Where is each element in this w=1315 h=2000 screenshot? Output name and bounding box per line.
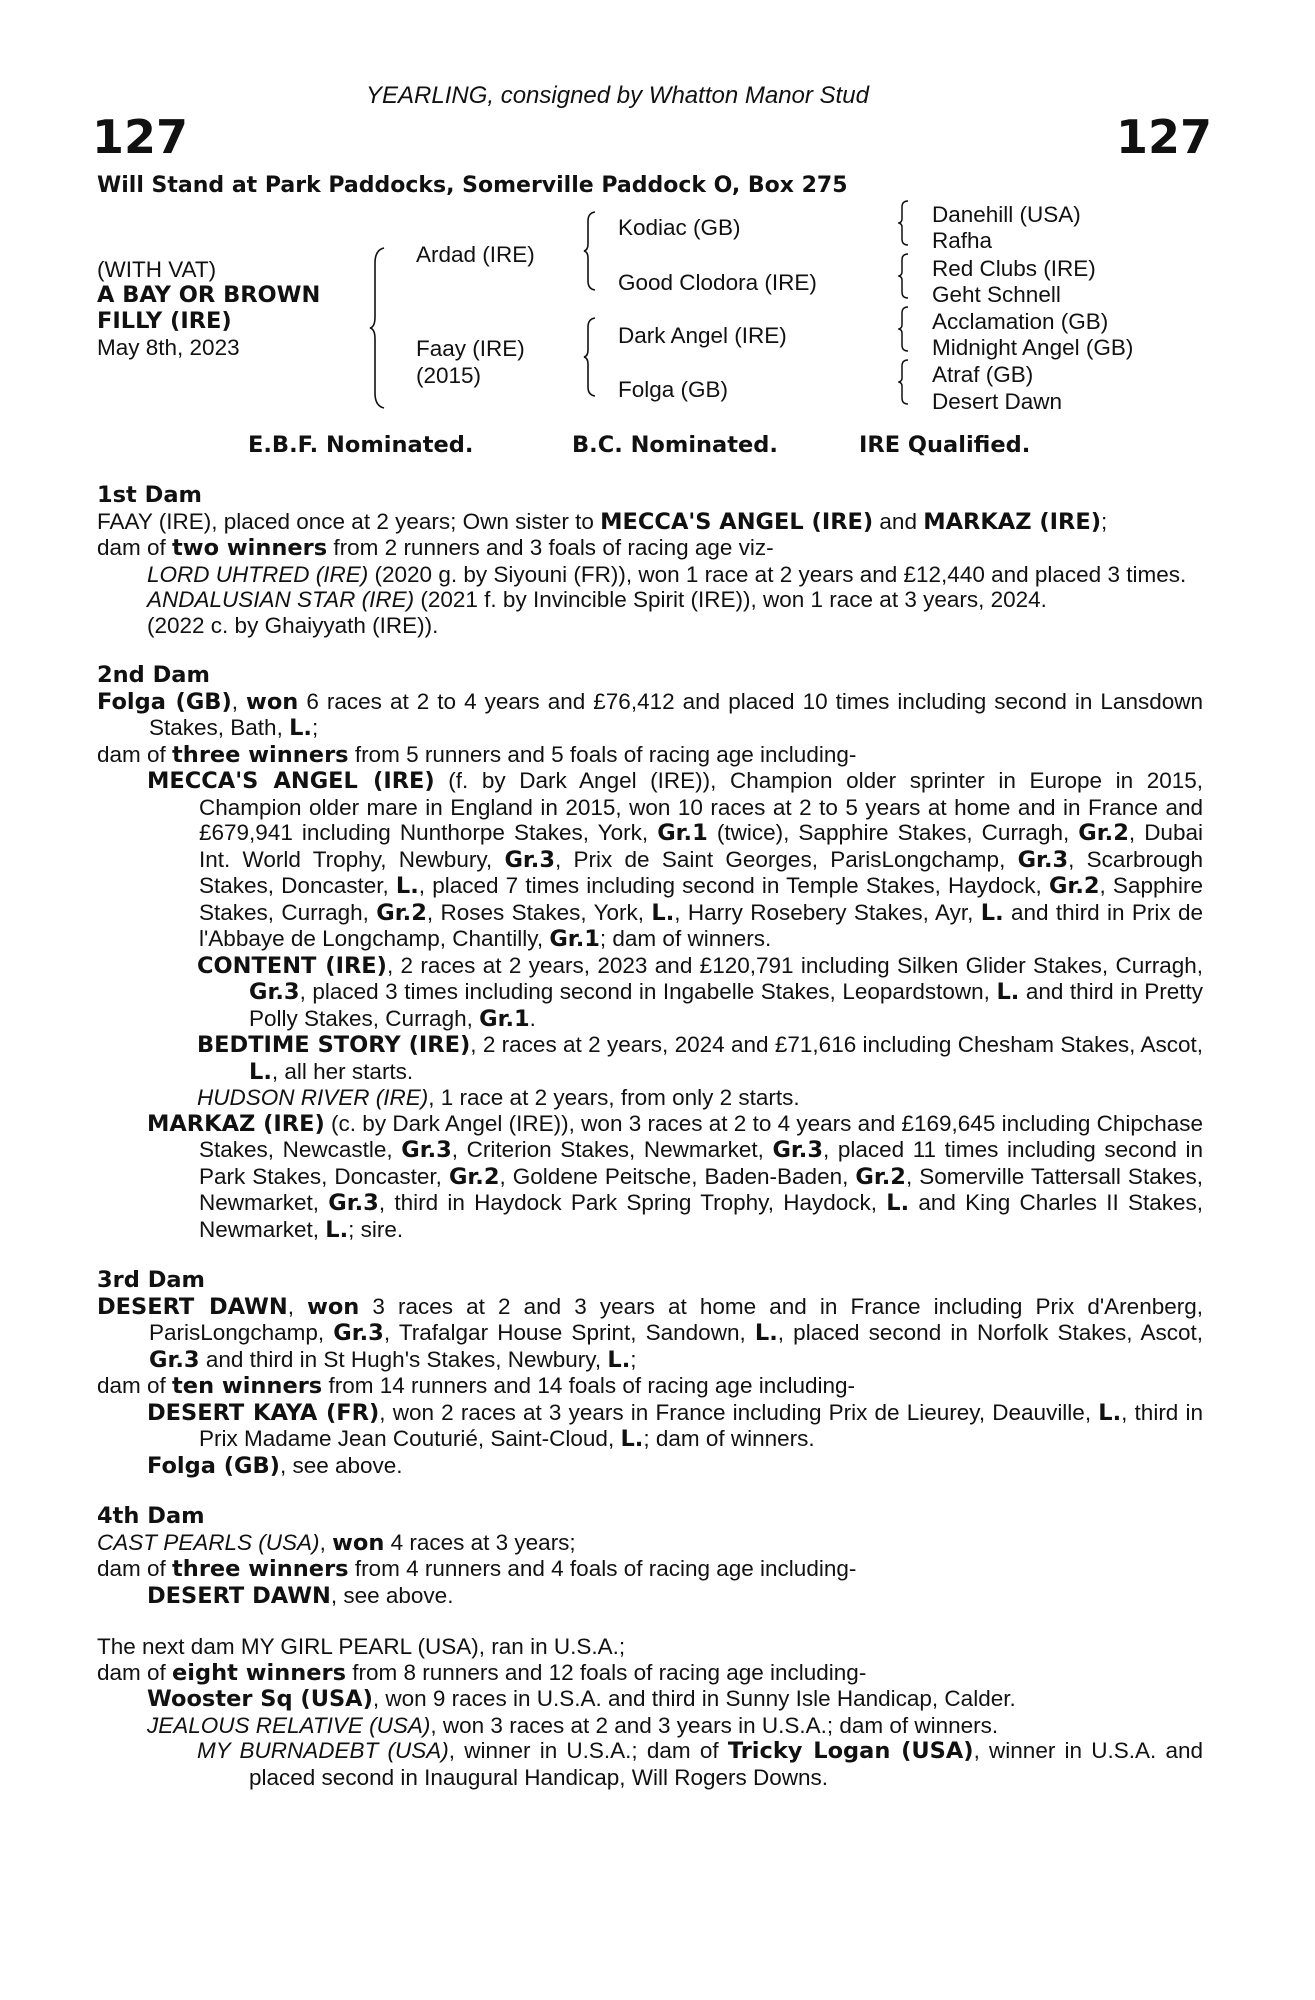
pedigree-ds-dam: Midnight Angel (GB): [932, 335, 1134, 360]
first-dam-sibling-2: MARKAZ (IRE): [923, 508, 1101, 535]
record-text: , won 3 races at 2 and 3 years in U.S.A.; dam of winners.: [430, 1712, 999, 1738]
fourth-dam-winners: three winners: [172, 1556, 349, 1582]
first-dam-sibling-1: MECCA'S ANGEL (IRE): [600, 508, 874, 535]
pedigree-dd-sire: Atraf (GB): [932, 362, 1034, 387]
record-text: , won 9 races in U.S.A. and third in Sunny Isle Handicap, Calder.: [372, 1686, 1016, 1711]
grade: Gr.3: [772, 1137, 823, 1163]
produce-name: Tricky Logan (USA): [727, 1738, 974, 1764]
first-dam-winners-rest: from 2 runners and 3 foals of racing age viz-: [327, 535, 774, 560]
second-dam-name: Folga (GB): [97, 688, 232, 715]
grade: Gr.3: [504, 846, 555, 873]
won-label: won: [332, 1529, 385, 1556]
grade: Gr.2: [855, 1163, 906, 1190]
grade: Gr.3: [333, 1320, 384, 1346]
content-record: [97, 953, 1203, 1033]
pedigree-dam-year: (2015): [416, 363, 482, 388]
fourth-dam-name: CAST PEARLS (USA): [97, 1529, 320, 1555]
pedigree-dam-dam: Folga (GB): [618, 377, 729, 402]
grade: Gr.1: [657, 820, 708, 846]
record-text: , won 2 races at 3 years in France including Prix de Lieurey, Deauville,: [379, 1399, 1099, 1425]
record-text: ; dam of winners.: [599, 926, 772, 951]
lot-number-right: 127: [1116, 110, 1213, 164]
ebf-nominated: E.B.F. Nominated.: [248, 432, 474, 458]
grade: L.: [754, 1320, 778, 1346]
pedigree-brace-sire: [583, 211, 597, 291]
produce-name: DESERT KAYA (FR): [147, 1399, 380, 1426]
ire-qualified: IRE Qualified.: [859, 432, 1031, 458]
dam-records: [97, 483, 1203, 1790]
pedigree-dam: Faay (IRE): [416, 336, 525, 361]
pedigree-sire: Ardad (IRE): [416, 242, 535, 267]
folga-reference: [97, 1453, 1203, 1480]
won-label: won: [246, 688, 299, 715]
record-text: , winner in U.S.A.; dam of: [448, 1738, 728, 1763]
grade: L.: [980, 899, 1004, 926]
second-dam-winners-rest: from 5 runners and 5 foals of racing age including-: [348, 741, 857, 767]
grade: Gr.3: [149, 1346, 200, 1373]
grade: Gr.3: [401, 1137, 452, 1163]
pedigree-brace-sd: [898, 253, 910, 299]
record-text: 4 races at 3 years;: [384, 1529, 576, 1555]
pedigree-brace-ss: [898, 200, 910, 246]
produce-name: HUDSON RIVER (IRE): [197, 1085, 429, 1110]
produce-name: JEALOUS RELATIVE (USA): [147, 1712, 431, 1738]
grade: Gr.3: [249, 979, 300, 1005]
second-dam-intro: Folga (GB), won 6 races at 2 to 4 years and £76,412 and placed 10 times including second in Lansdown Stakes, Bath, L.;: [97, 688, 1203, 741]
fourth-dam-produce-summary: [97, 1556, 1203, 1583]
record-text: , Somerville Tattersall Stakes, Newmarket,: [199, 1163, 1203, 1215]
pedigree-ss-dam: Rafha: [932, 228, 993, 253]
pedigree-sd-sire: Red Clubs (IRE): [932, 256, 1096, 281]
won-label: won: [307, 1293, 360, 1320]
pedigree-sire-sire: Kodiac (GB): [618, 215, 741, 240]
next-dam-produce-summary: [97, 1660, 1203, 1687]
produce-name: ANDALUSIAN STAR (IRE): [147, 587, 415, 612]
pedigree-dd-dam: Desert Dawn: [932, 389, 1063, 414]
lot-number-left: 127: [92, 110, 189, 164]
record-text: , third in Haydock Park Spring Trophy, Haydock,: [378, 1190, 887, 1215]
first-dam-dam-of: dam of: [97, 535, 173, 560]
bc-nominated: B.C. Nominated.: [572, 432, 778, 458]
third-dam-produce-summary: [97, 1373, 1203, 1400]
second-dam-semicolon: ;: [311, 715, 319, 740]
grade: Gr.2: [376, 899, 427, 926]
produce-name: CONTENT (IRE): [197, 952, 387, 979]
third-dam-name: DESERT DAWN: [97, 1293, 288, 1320]
grade: Gr.2: [1078, 820, 1129, 846]
second-dam-heading: 2nd Dam: [97, 662, 210, 688]
grade: L.: [886, 1190, 910, 1216]
first-dam-heading: 1st Dam: [97, 482, 202, 508]
first-dam-produce-3: [97, 613, 1203, 639]
produce-name: MY BURNADEBT (USA): [197, 1738, 449, 1763]
second-dam-winners: three winners: [172, 741, 349, 768]
third-dam-heading: 3rd Dam: [97, 1267, 205, 1293]
produce-name: MARKAZ (IRE): [147, 1110, 325, 1137]
produce-name: BEDTIME STORY (IRE): [197, 1032, 471, 1058]
horse-name-line1: A BAY OR BROWN: [97, 282, 321, 308]
record-text: ; sire.: [348, 1216, 404, 1242]
first-dam-name: FAAY (IRE): [97, 508, 212, 534]
grade: L.: [996, 979, 1020, 1005]
record-text: , 2 races at 2 years, 2024 and £71,616 including Chesham Stakes, Ascot,: [470, 1032, 1204, 1057]
record-text: , 2 races at 2 years, 2023 and £120,791 including Silken Glider Stakes, Curragh,: [386, 952, 1203, 978]
pedigree-dam-sire: Dark Angel (IRE): [618, 323, 787, 348]
record-text: , Sapphire Stakes, Curragh,: [199, 873, 1203, 925]
produce-text: (2021 f. by Invincible Spirit (IRE)), won 1 race at 3 years, 2024.: [414, 587, 1047, 612]
stable-location: Will Stand at Park Paddocks, Somerville Paddock O, Box 275: [97, 173, 848, 198]
grade: L.: [1098, 1399, 1122, 1426]
record-text: ;: [630, 1346, 637, 1372]
record-text: , placed 11 times including second in Park Stakes, Doncaster,: [199, 1137, 1203, 1189]
next-dam-intro: The next dam MY GIRL PEARL (USA), ran in U.S.A.;: [97, 1634, 626, 1659]
mecca-angel-record: [97, 768, 1203, 953]
produce-name: MECCA'S ANGEL (IRE): [147, 768, 435, 794]
grade: Gr.1: [479, 1005, 530, 1032]
record-text: , Harry Rosebery Stakes, Ayr,: [674, 899, 981, 925]
date-of-birth: May 8th, 2023: [97, 335, 240, 360]
grade-l: L.: [289, 715, 312, 741]
produce-text: (2020 g. by Siyouni (FR)), won 1 race at 2 years and £12,440 and placed 3 times.: [368, 561, 1187, 587]
hudson-river-record: [97, 1085, 1203, 1111]
record-text: , placed 7 times including second in Temple Stakes, Haydock,: [418, 873, 1049, 898]
record-text: (c. by Dark Angel (IRE)), won 3 races at 2 to 4 years and £169,645 including Chipchase Stakes, Newcastle,: [199, 1110, 1203, 1162]
grade: Gr.2: [448, 1163, 500, 1190]
grade: Gr.3: [1017, 846, 1069, 873]
second-dam-produce-summary: [97, 742, 1203, 769]
record-text: , Scarbrough Stakes, Doncaster,: [199, 846, 1204, 898]
record-text: and King Charles II Stakes, Newmarket,: [199, 1190, 1203, 1242]
first-dam-semicolon: ;: [1100, 508, 1108, 534]
desert-dawn-reference: [97, 1583, 1203, 1610]
record-text: , placed 3 times including second in Ingabelle Stakes, Leopardstown,: [299, 979, 997, 1004]
pedigree-sire-dam: Good Clodora (IRE): [618, 270, 817, 295]
vat-label: (WITH VAT): [97, 257, 217, 282]
third-dam-winners-rest: from 14 runners and 14 foals of racing age including-: [322, 1373, 856, 1398]
record-text: , Trafalgar House Sprint, Sandown,: [383, 1320, 755, 1345]
second-dam-dam-of: dam of: [97, 741, 173, 767]
pedigree-brace-dd: [898, 359, 910, 405]
grade: L.: [395, 873, 419, 899]
record-text: and third in St Hugh's Stakes, Newbury,: [199, 1346, 608, 1372]
my-burnadebt-record: [97, 1738, 1203, 1790]
pedigree-brace-ds: [898, 306, 910, 352]
catalogue-subtitle: YEARLING, consigned by Whatton Manor Stud: [366, 82, 869, 109]
record-text: , see above.: [279, 1452, 403, 1478]
pedigree-sd-dam: Geht Schnell: [932, 282, 1061, 307]
fourth-dam-dam-of: dam of: [97, 1556, 173, 1581]
next-dam-winners-rest: from 8 runners and 12 foals of racing age including-: [346, 1659, 867, 1685]
grade: L.: [249, 1058, 272, 1085]
next-dam-winners: eight winners: [172, 1659, 347, 1686]
produce-name: Wooster Sq (USA): [147, 1686, 373, 1712]
record-text: and third in Prix de l'Abbaye de Longchamp, Chantilly,: [199, 899, 1204, 951]
third-dam-dam-of: dam of: [97, 1373, 173, 1398]
jealous-relative-record: [97, 1713, 1203, 1739]
produce-name: DESERT DAWN: [147, 1582, 331, 1609]
record-text: , 1 race at 2 years, from only 2 starts.: [428, 1085, 800, 1110]
fourth-dam-winners-rest: from 4 runners and 4 foals of racing age including-: [348, 1556, 857, 1581]
grade: L.: [620, 1426, 644, 1452]
first-dam-produce-2: [97, 587, 1203, 613]
grade: L.: [607, 1346, 631, 1373]
fourth-dam-intro: CAST PEARLS (USA), won 4 races at 3 years;: [97, 1529, 576, 1556]
record-text: , Roses Stakes, York,: [426, 899, 652, 925]
second-dam-intro-text: 6 races at 2 to 4 years and £76,412 and placed 10 times including second in Lansdown Stakes, Bath,: [149, 688, 1203, 740]
first-dam-intro-text: , placed once at 2 years; Own sister to: [211, 508, 601, 534]
record-text: , Dubai Int. World Trophy, Newbury,: [199, 820, 1203, 872]
bedtime-story-record: [97, 1032, 1203, 1085]
next-dam-dam-of: dam of: [97, 1659, 173, 1685]
grade: L.: [325, 1216, 349, 1243]
desert-kaya-record: [97, 1400, 1203, 1453]
record-text: .: [529, 1005, 536, 1031]
record-text: ; dam of winners.: [643, 1426, 815, 1451]
grade: Gr.1: [549, 926, 600, 952]
third-dam-intro: DESERT DAWN, won 3 races at 2 and 3 years at home and in France including Prix d'Arenberg, ParisLongchamp, Gr.3, Trafalgar House Sprint, Sandown, L., placed second in Norfolk Stakes, Ascot, Gr.3 and third in St Hugh's Stakes, Newbury, L.;: [97, 1293, 1203, 1373]
pedigree-brace-dam: [583, 317, 597, 397]
record-text: (twice), Sapphire Stakes, Curragh,: [707, 820, 1079, 845]
first-dam-intro: [97, 509, 1203, 536]
markaz-record: [97, 1111, 1203, 1244]
record-text: , see above.: [330, 1582, 454, 1608]
pedigree-ss-sire: Danehill (USA): [932, 202, 1081, 227]
produce-name: LORD UHTRED (IRE): [147, 561, 369, 587]
horse-name-line2: FILLY (IRE): [97, 308, 232, 334]
produce-name: Folga (GB): [147, 1452, 280, 1479]
first-dam-winners: two winners: [172, 535, 328, 561]
produce-text: (2022 c. by Ghaiyyath (IRE)).: [147, 612, 439, 638]
record-text: and third in Pretty Polly Stakes, Curragh,: [249, 979, 1203, 1031]
record-text: , third in Prix Madame Jean Couturié, Saint-Cloud,: [199, 1399, 1203, 1451]
grade: Gr.3: [328, 1190, 379, 1216]
first-dam-produce-1: [97, 562, 1203, 588]
third-dam-winners: ten winners: [172, 1373, 323, 1399]
record-text: , Goldene Peitsche, Baden-Baden,: [499, 1163, 856, 1189]
record-text: 3 races at 2 and 3 years at home and in France including Prix d'Arenberg, ParisLongchamp,: [149, 1293, 1203, 1345]
grade: L.: [651, 899, 675, 926]
grade: Gr.2: [1048, 873, 1100, 899]
record-text: , winner in U.S.A. and placed second in Inaugural Handicap, Will Rogers Downs.: [249, 1738, 1203, 1790]
record-text: , placed second in Norfolk Stakes, Ascot,: [777, 1320, 1203, 1345]
record-text: (f. by Dark Angel (IRE)), Champion older sprinter in Europe in 2015, Champion older mare in England in 2015, won 10 races at 2 to 5 years at home and in France and £679,941 including Nunthorpe Stakes, York,: [199, 768, 1203, 845]
fourth-dam-heading: 4th Dam: [97, 1503, 205, 1529]
record-text: , Criterion Stakes, Newmarket,: [451, 1137, 773, 1162]
pedigree-brace-main: [368, 247, 386, 409]
first-dam-and: and: [873, 508, 924, 534]
record-text: , Prix de Saint Georges, ParisLongchamp,: [555, 846, 1018, 872]
record-text: , all her starts.: [271, 1058, 414, 1084]
first-dam-produce-summary: [97, 535, 1203, 562]
pedigree-ds-sire: Acclamation (GB): [932, 309, 1109, 334]
wooster-sq-record: [97, 1686, 1203, 1713]
